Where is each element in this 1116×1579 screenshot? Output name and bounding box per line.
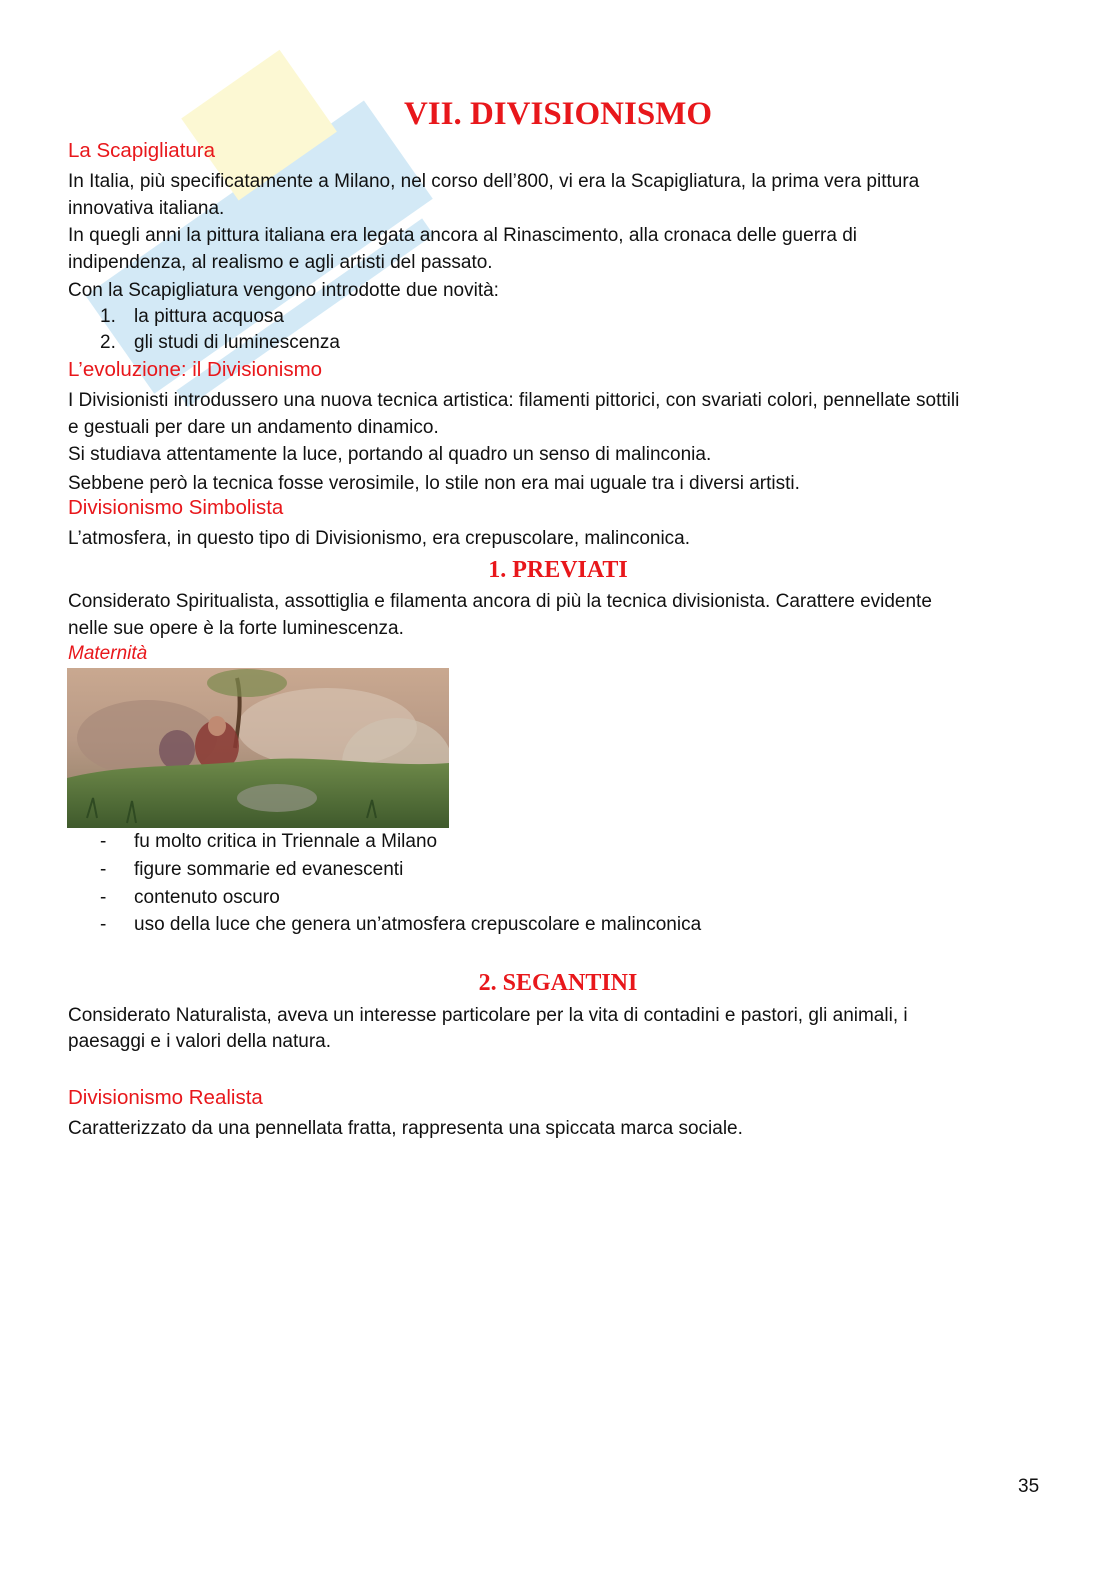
section-heading-simbolista: Divisionismo Simbolista (68, 496, 284, 519)
paragraph-line: paesaggi e i valori della natura. (68, 1031, 332, 1052)
paragraph-line: innovativa italiana. (68, 198, 225, 219)
page-title: VII. DIVISIONISMO (403, 96, 713, 132)
painting-maternita-image (67, 668, 449, 828)
paragraph-line: Sebbene però la tecnica fosse verosimile, lo stile non era mai uguale tra i diversi artisti. (68, 473, 800, 494)
bullet-text: fu molto critica in Triennale a Milano (134, 831, 438, 852)
list-text: gli studi di luminescenza (134, 332, 340, 353)
paragraph-line: e gestuali per dare un andamento dinamico. (68, 417, 439, 438)
paragraph-line: indipendenza, al realismo e agli artisti del passato. (68, 252, 493, 273)
artwork-title: Maternità (68, 643, 148, 664)
section-heading-evoluzione: L’evoluzione: il Divisionismo (68, 358, 323, 381)
section-heading-previati: 1. PREVIATI (488, 557, 628, 583)
list-number: 2. (100, 332, 116, 353)
page-number: 35 (1018, 1476, 1040, 1497)
list-text: la pittura acquosa (134, 306, 284, 327)
section-heading-segantini: 2. SEGANTINI (478, 970, 638, 996)
bullet-text: contenuto oscuro (134, 887, 280, 908)
document-page: VII. DIVISIONISMO La Scapigliatura In Italia, più specificatamente a Milano, nel corso dell’800, vi era la Scapigliatura, la prima vera pittura innovativa italiana. In quegli anni la pittura italiana era legata ancora al Rinascimento, alla cronaca delle guerra di indipendenza, al realismo e agli artisti del passato. Con la Scapigliatura vengono introdotte due novità: 1. la pittura acquosa 2. gli studi di luminescenza L’evoluzione: il Divisionismo I Divisionisti introdussero una nuova tecnica artistica: filamenti pittorici, con svariati colori, pennellate sottili e gestuali per dare un andamento dinamico. Si studiava attentamente la luce, portando al quadro un senso di malinconia. Sebbene però la tecnica fosse verosimile, lo stile non era mai uguale tra i diversi artisti. Divisionismo Simbolista L’atmosfera, in questo tipo di Divisionismo, era crepuscolare, malinconica. 1. PREVIATI Considerato Spiritualista, assottiglia e filamenta ancora di più la tecnica divisionista. Carattere evidente nelle sue opere è la forte luminescenza. Maternità - fu molto critica in Triennale a Milano - figure sommarie ed evanescenti - contenuto oscuro - uso della luce che genera un’atmosfera crepuscolare e malinconica 2. SEGANTINI Considerato Naturalista, aveva un interesse particolare per la vita di contadini e pastori, gli animali, i paesaggi e i valori della natura. Divisionismo Realista Caratterizzato da una pennellata fratta, rappresenta una spiccata marca sociale. 35 (0, 0, 1116, 1579)
list-number: 1. (100, 306, 116, 327)
paragraph-line: Considerato Naturalista, aveva un interesse particolare per la vita di contadini e pastori, gli animali, i (68, 1005, 908, 1026)
bullet-text: figure sommarie ed evanescenti (134, 859, 404, 880)
paragraph-line: Con la Scapigliatura vengono introdotte due novità: (68, 280, 499, 301)
bullet-text: uso della luce che genera un’atmosfera crepuscolare e malinconica (134, 914, 702, 935)
section-heading-realista: Divisionismo Realista (68, 1086, 263, 1109)
paragraph-line: L’atmosfera, in questo tipo di Divisionismo, era crepuscolare, malinconica. (68, 528, 691, 549)
paragraph-line: I Divisionisti introdussero una nuova tecnica artistica: filamenti pittorici, con svariati colori, pennellate sottili (68, 390, 960, 411)
paragraph-line: In quegli anni la pittura italiana era legata ancora al Rinascimento, alla cronaca delle guerra di (68, 225, 857, 246)
paragraph-line: Caratterizzato da una pennellata fratta, rappresenta una spiccata marca sociale. (68, 1118, 743, 1139)
paragraph-line: Considerato Spiritualista, assottiglia e filamenta ancora di più la tecnica divisionista. Carattere evidente (68, 591, 932, 612)
section-heading-scapigliatura: La Scapigliatura (68, 139, 216, 162)
paragraph-line: Si studiava attentamente la luce, portando al quadro un senso di malinconia. (68, 444, 712, 465)
paragraph-line: nelle sue opere è la forte luminescenza. (68, 618, 404, 639)
paragraph-line: In Italia, più specificatamente a Milano, nel corso dell’800, vi era la Scapigliatura, la prima vera pittura (68, 171, 920, 192)
